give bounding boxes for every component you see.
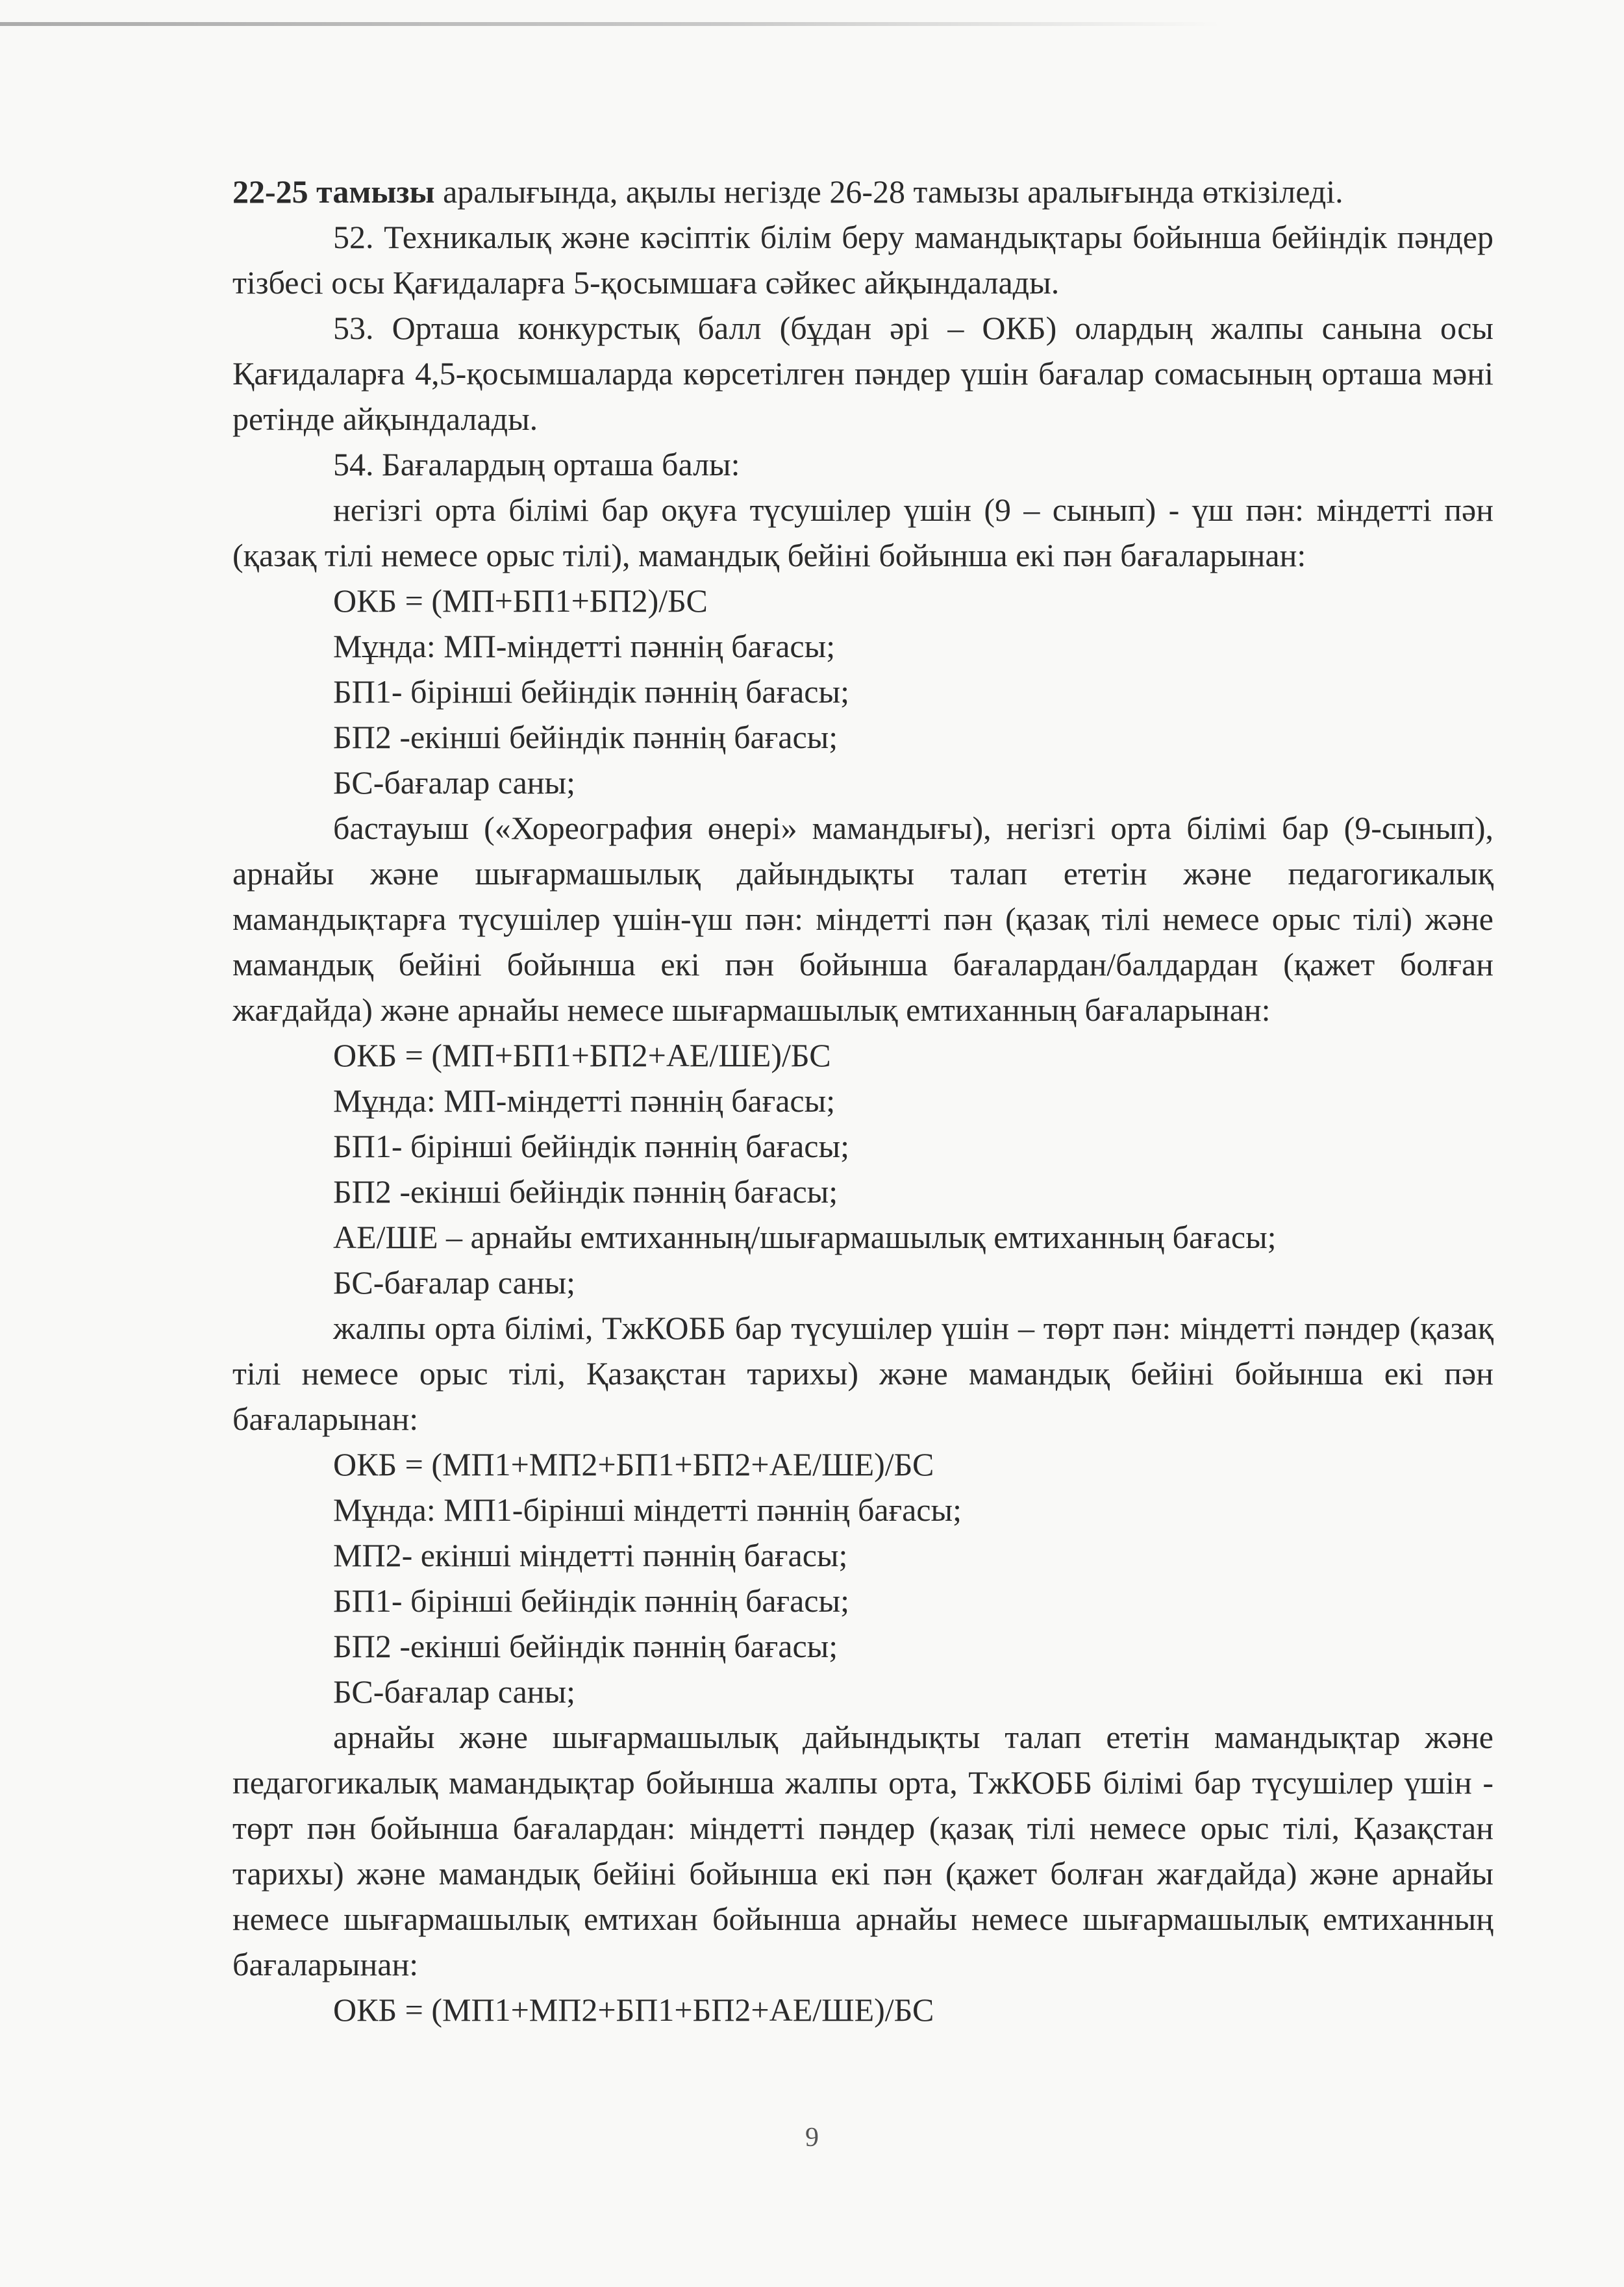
definition-line: БП2 -екінші бейіндік пәннің бағасы; bbox=[333, 1173, 838, 1210]
formula-block-3 bbox=[232, 1442, 1493, 1714]
definition-line: Мұнда: МП-міндетті пәннің бағасы; bbox=[333, 1082, 836, 1119]
formula-line: ОКБ = (МП1+МП2+БП1+БП2+АЕ/ШЕ)/БС bbox=[333, 1992, 934, 2028]
definition-line: АЕ/ШЕ – арнайы емтиханның/шығармашылық емтиханның бағасы; bbox=[333, 1219, 1277, 1255]
paragraph-54: 54. Бағалардың орташа балы: bbox=[333, 446, 740, 482]
formula-block-4 bbox=[232, 1987, 1493, 2032]
document-body bbox=[232, 169, 1493, 2032]
paragraph-special-creative: арнайы және шығармашылық дайындықты талап ететін мамандықтар және педагогикалық мамандықтар бойынша жалпы орта, ТжКОББ білімі бар түсушілер үшін - төрт пән бойынша бағалардан: міндетті пәндер (қазақ тілі немесе орыс тілі, Қазақстан тарихы) және мамандық бейіні бойынша екі пән (қажет болған жағдайда) және арнайы немесе шығармашылық емтихан бойынша арнайы немесе шығармашылық емтиханның бағаларынан: bbox=[232, 1719, 1493, 1982]
definition-line: Мұнда: МП1-бірінші міндетті пәннің бағасы; bbox=[333, 1492, 962, 1528]
formula-line: ОКБ = (МП+БП1+БП2+АЕ/ШЕ)/БС bbox=[333, 1037, 831, 1073]
paragraph-53: 53. Орташа конкурстық балл (бұдан әрі – ОКБ) олардың жалпы санына осы Қағидаларға 4,5-қосымшаларда көрсетілген пәндер үшін бағалар сомасының орташа мәні ретінде айқындалады. bbox=[232, 310, 1493, 437]
paragraph-basic-education: негізгі орта білімі бар оқуға түсушілер үшін (9 – сынып) - үш пән: міндетті пән (қазақ тілі немесе орыс тілі), мамандық бейіні бойынша екі пән бағаларынан: bbox=[232, 492, 1493, 573]
definition-line: БП2 -екінші бейіндік пәннің бағасы; bbox=[333, 719, 838, 755]
paragraph-general-education: жалпы орта білімі, ТжКОББ бар түсушілер үшін – төрт пән: міндетті пәндер (қазақ тілі немесе орыс тілі, Қазақстан тарихы) және мамандық бейіні бойынша екі пән бағаларынан: bbox=[232, 1310, 1493, 1437]
definition-line: БП2 -екінші бейіндік пәннің бағасы; bbox=[333, 1628, 838, 1664]
definition-line: БП1- бірінші бейіндік пәннің бағасы; bbox=[333, 1582, 849, 1619]
definition-line: БС-бағалар саны; bbox=[333, 1264, 576, 1301]
definition-line: МП2- екінші міндетті пәннің бағасы; bbox=[333, 1537, 848, 1573]
intro-text: аралығында, ақылы негізде 26-28 тамызы аралығында өткізіледі. bbox=[434, 173, 1343, 210]
definition-line: Мұнда: МП-міндетті пәннің бағасы; bbox=[333, 628, 836, 664]
formula-line: ОКБ = (МП1+МП2+БП1+БП2+АЕ/ШЕ)/БС bbox=[333, 1446, 934, 1482]
formula-block-1 bbox=[232, 578, 1493, 805]
definition-line: БП1- бірінші бейіндік пәннің бағасы; bbox=[333, 1128, 849, 1164]
paragraph-choreography: бастауыш («Хореография өнері» мамандығы), негізгі орта білімі бар (9-сынып), арнайы және шығармашылық дайындықты талап ететін және педагогикалық мамандықтарға түсушілер үшін-үш пән: міндетті пән (қазақ тілі немесе орыс тілі) және мамандық бейіні бойынша екі пән бойынша бағалардан/балдардан (қажет болған жағдайда) және арнайы немесе шығармашылық емтиханның бағаларынан: bbox=[232, 810, 1493, 1028]
page-number: 9 bbox=[805, 2123, 819, 2153]
intro-paragraph bbox=[232, 169, 1493, 214]
paragraph-52: 52. Техникалық және кәсіптік білім беру мамандықтары бойынша бейіндік пәндер тізбесі осы Қағидаларға 5-қосымшаға сәйкес айқындалады. bbox=[232, 219, 1493, 301]
definition-line: БП1- бірінші бейіндік пәннің бағасы; bbox=[333, 673, 849, 710]
formula-line: ОКБ = (МП+БП1+БП2)/БС bbox=[333, 582, 708, 619]
definition-line: БС-бағалар саны; bbox=[333, 1673, 576, 1710]
definition-line: БС-бағалар саны; bbox=[333, 764, 576, 801]
intro-bold-date: 22-25 тамызы bbox=[232, 173, 435, 210]
scan-edge-shadow bbox=[0, 22, 1221, 26]
formula-block-2 bbox=[232, 1032, 1493, 1305]
